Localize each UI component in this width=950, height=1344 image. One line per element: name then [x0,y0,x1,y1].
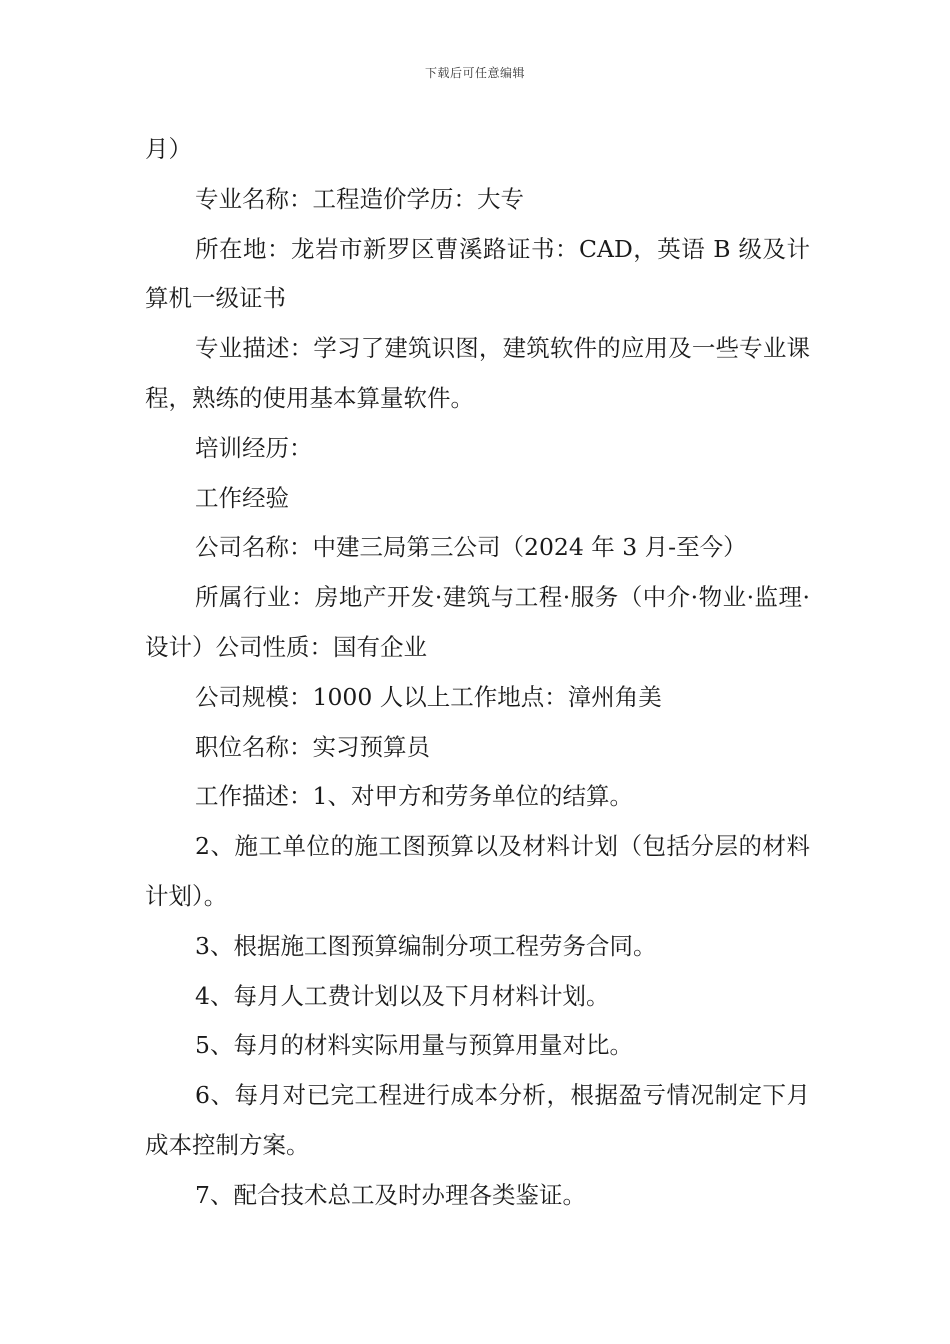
paragraph: 工作描述：1、对甲方和劳务单位的结算。 [195,782,633,811]
paragraph: 6、每月对已完工程进行成本分析，根据盈亏情况制定下月成本控制方案。 [145,1081,810,1159]
paragraph: 所在地：龙岩市新罗区曹溪路证书：CAD，英语 B 级及计算机一级证书 [145,234,810,313]
paragraph: 公司规模：1000 人以上工作地点：漳州角美 [195,682,662,711]
page-header: 下载后可任意编辑 [424,66,525,80]
paragraph: 工作经验 [195,483,289,512]
paragraph: 5、每月的材料实际用量与预算用量对比。 [195,1031,633,1060]
paragraph: 专业描述：学习了建筑识图，建筑软件的应用及一些专业课程，熟练的使用基本算量软件。 [145,334,810,412]
paragraph: 7、配合技术总工及时办理各类鉴证。 [195,1180,586,1209]
paragraph: 所属行业：房地产开发·建筑与工程·服务（中介·物业·监理·设计）公司性质：国有企业 [145,583,810,661]
paragraph: 月） [145,135,192,163]
paragraph: 2、施工单位的施工图预算以及材料计划（包括分层的材料计划）。 [145,832,810,910]
paragraph: 培训经历： [195,433,313,462]
paragraph: 职位名称：实习预算员 [195,732,430,761]
document-body [145,125,810,1221]
paragraph: 专业名称：工程造价学历：大专 [195,184,524,213]
paragraph: 3、根据施工图预算编制分项工程劳务合同。 [195,931,657,960]
paragraph: 公司名称：中建三局第三公司（2024 年 3 月-至今） [195,533,747,562]
paragraph: 4、每月人工费计划以及下月材料计划。 [195,981,610,1010]
